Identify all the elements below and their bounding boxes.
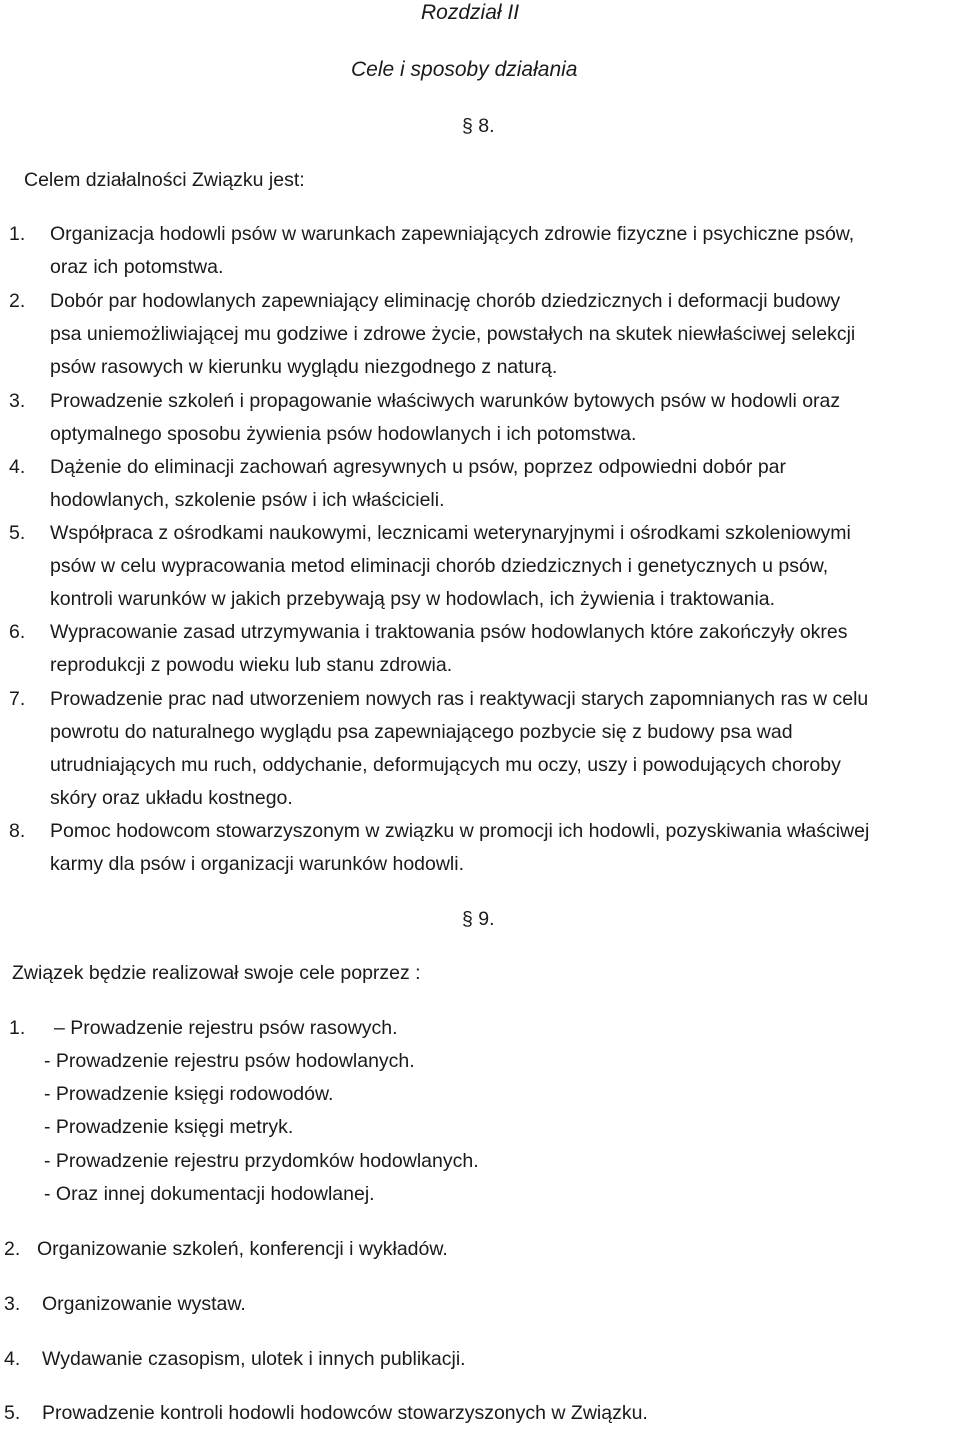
- list-item-line: psów rasowych w kierunku wyglądu niezgodnego z naturą.: [50, 356, 558, 378]
- list-item-number: 8.: [9, 820, 26, 842]
- list-item-number: 2.: [4, 1238, 21, 1260]
- sub-list-item: - Oraz innej dokumentacji hodowlanej.: [44, 1183, 375, 1205]
- list-item-line: optymalnego sposobu żywienia psów hodowlanych i ich potomstwa.: [50, 423, 637, 445]
- list-item-line: skóry oraz układu kostnego.: [50, 787, 293, 809]
- list-item-number: 5.: [4, 1402, 21, 1424]
- list-item-line: powrotu do naturalnego wyglądu psa zapewniającego pozbycie się z budowy psa wad: [50, 721, 793, 743]
- sub-list-item: - Prowadzenie księgi rodowodów.: [44, 1083, 334, 1105]
- list-item-number: 3.: [4, 1293, 21, 1315]
- list-item-line: Organizacja hodowli psów w warunkach zapewniających zdrowie fizyczne i psychiczne psów,: [50, 223, 855, 245]
- sub-list-item: - Prowadzenie rejestru przydomków hodowlanych.: [44, 1150, 479, 1172]
- list-item-line: Pomoc hodowcom stowarzyszonym w związku w promocji ich hodowli, pozyskiwania właściwej: [50, 820, 870, 842]
- list-item-number: 6.: [9, 621, 26, 643]
- list-item-number: 5.: [9, 522, 26, 544]
- list-item-text: Organizowanie wystaw.: [42, 1293, 246, 1315]
- list-item-number: 4.: [4, 1348, 21, 1370]
- list-item-line: Prowadzenie szkoleń i propagowanie właściwych warunków bytowych psów w hodowli oraz: [50, 390, 841, 412]
- sub-list-item: - Prowadzenie księgi metryk.: [44, 1116, 294, 1138]
- list-item-line: kontroli warunków w jakich przebywają psy w hodowlach, ich żywienia i traktowania.: [50, 588, 776, 610]
- list-item-line: karmy dla psów i organizacji warunków hodowli.: [50, 853, 465, 875]
- list-item-number: 1.: [9, 1017, 26, 1039]
- list-item-line: Dążenie do eliminacji zachowań agresywnych u psów, poprzez odpowiedni dobór par: [50, 456, 787, 478]
- list-item-text: Wydawanie czasopism, ulotek i innych publikacji.: [42, 1348, 466, 1370]
- list-item-line: oraz ich potomstwa.: [50, 256, 224, 278]
- chapter-title: Rozdział II: [421, 1, 520, 24]
- list-item-number: 7.: [9, 688, 26, 710]
- section-9-intro: Związek będzie realizował swoje cele poprzez :: [12, 962, 421, 984]
- chapter-subtitle: Cele i sposoby działania: [351, 58, 578, 81]
- list-item-text: Organizowanie szkoleń, konferencji i wykładów.: [37, 1238, 448, 1260]
- section-8-intro: Celem działalności Związku jest:: [24, 169, 305, 191]
- list-item-line: Współpraca z ośrodkami naukowymi, lecznicami weterynaryjnymi i ośrodkami szkoleniowymi: [50, 522, 851, 544]
- list-item-number: 3.: [9, 390, 26, 412]
- list-item-line: utrudniających mu ruch, oddychanie, deformujących mu oczy, uszy i powodujących choroby: [50, 754, 841, 776]
- list-item-line: reprodukcji z powodu wieku lub stanu zdrowia.: [50, 654, 453, 676]
- sub-list-item: – Prowadzenie rejestru psów rasowych.: [54, 1017, 398, 1039]
- list-item-number: 1.: [9, 223, 26, 245]
- list-item-line: Dobór par hodowlanych zapewniający eliminację chorób dziedzicznych i deformacji budowy: [50, 290, 841, 312]
- section-9-label: § 9.: [462, 908, 495, 930]
- list-item-line: Prowadzenie prac nad utworzeniem nowych ras i reaktywacji starych zapomnianych ras w celu: [50, 688, 869, 710]
- list-item-text: Prowadzenie kontroli hodowli hodowców stowarzyszonych w Związku.: [42, 1402, 648, 1424]
- section-8-label: § 8.: [462, 115, 495, 137]
- list-item-number: 2.: [9, 290, 26, 312]
- list-item-line: psa uniemożliwiającej mu godziwe i zdrowe życie, powstałych na skutek niewłaściwej selekcji: [50, 323, 856, 345]
- list-item-line: psów w celu wypracowania metod eliminacji chorób dziedzicznych i genetycznych u psów,: [50, 555, 829, 577]
- list-item-line: hodowlanych, szkolenie psów i ich właścicieli.: [50, 489, 445, 511]
- list-item-number: 4.: [9, 456, 26, 478]
- sub-list-item: - Prowadzenie rejestru psów hodowlanych.: [44, 1050, 415, 1072]
- list-item-line: Wypracowanie zasad utrzymywania i traktowania psów hodowlanych które zakończyły okres: [50, 621, 848, 643]
